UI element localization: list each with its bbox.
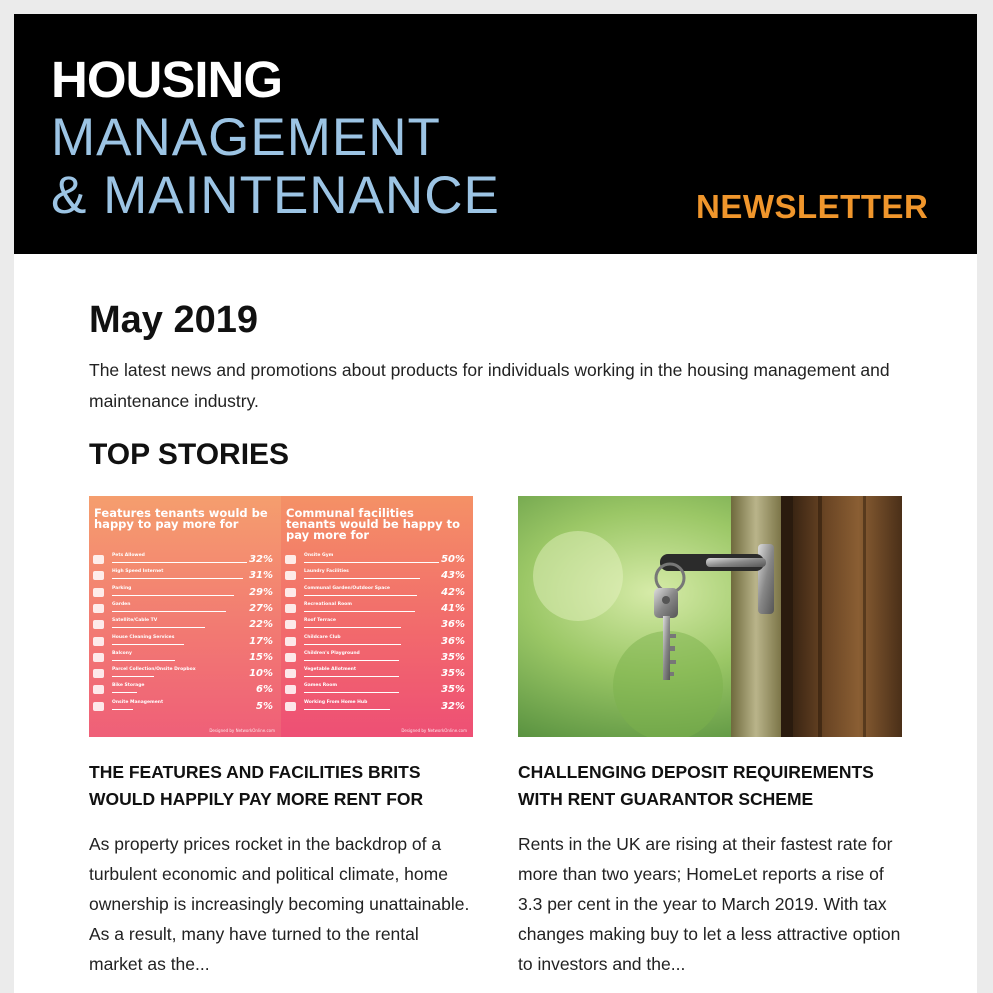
infographic-row-bar (112, 562, 247, 563)
infographic-row-bar (304, 611, 415, 612)
infographic-row-bar (304, 578, 420, 579)
key-in-door-illustration (518, 496, 902, 737)
infographic-row-label: Bike Storage (112, 683, 145, 689)
infographic-row-percent: 35% (441, 684, 465, 696)
issue-intro: The latest news and promotions about products for individuals working in the housing management and maintenance industry. (89, 360, 890, 411)
infographic-row-bar (304, 562, 439, 563)
infographic-features-panel (89, 496, 281, 737)
infographic-row-percent: 32% (249, 554, 273, 565)
infographic-row-label: Parking (112, 585, 132, 591)
infographic-row-label: Communal Garden/Outdoor Space (304, 585, 390, 591)
infographic-row-icon (93, 604, 104, 613)
infographic-row (93, 585, 276, 601)
infographic-row-icon (93, 555, 104, 564)
masthead-title-maintenance: & MAINTENANCE (51, 166, 500, 225)
infographic-row-bar (112, 644, 184, 645)
infographic-row-label: Onsite Gym (304, 553, 334, 558)
infographic-row-bar (304, 709, 390, 710)
infographic-row (93, 568, 276, 584)
infographic-row-bar (112, 578, 243, 579)
infographic-row-label: Working From Home Hub (304, 699, 368, 705)
infographic-communal-panel (281, 496, 473, 737)
infographic-row-icon (93, 620, 104, 629)
infographic-row (93, 617, 276, 633)
infographic-row-label: House Cleaning Services (112, 634, 175, 640)
masthead-title-housing: HOUSING (51, 51, 283, 108)
infographic-row-label: Recreational Room (304, 601, 352, 607)
infographic-row-icon (285, 604, 296, 613)
infographic-row (93, 666, 276, 682)
infographic-row (285, 666, 468, 682)
infographic-features-title: Features tenants would be happy to pay more for (94, 506, 268, 531)
infographic-row (285, 682, 468, 698)
infographic-row-label: Children's Playground (304, 650, 360, 656)
infographic-row-bar (112, 692, 137, 693)
infographic-row-bar (304, 595, 417, 596)
infographic-row-bar (112, 676, 154, 677)
masthead-banner (14, 14, 977, 254)
infographic-row-icon (93, 588, 104, 597)
infographic-row-icon (285, 685, 296, 694)
infographic-row-percent: 10% (249, 668, 273, 680)
infographic-row-icon (93, 653, 104, 662)
infographic-row-bar (304, 692, 399, 693)
infographic-row (285, 585, 468, 601)
infographic-row-icon (285, 555, 296, 564)
infographic-row (285, 634, 468, 650)
infographic-row-label: Garden (112, 601, 131, 607)
infographic-row-bar (112, 660, 175, 661)
infographic-row-bar (304, 627, 401, 628)
issue-date-heading: May 2019 (89, 299, 259, 341)
masthead-title-management: MANAGEMENT (51, 108, 441, 167)
infographic-row-icon (93, 637, 104, 646)
infographic-row-percent: 50% (441, 554, 465, 565)
infographic-row-icon (285, 702, 296, 711)
infographic-row-icon (285, 669, 296, 678)
infographic-row-bar (304, 644, 401, 645)
infographic-row-label: Balcony (112, 650, 132, 656)
infographic-row (93, 634, 276, 650)
infographic-row-label: Pets Allowed (112, 553, 145, 558)
infographic-row (285, 617, 468, 633)
infographic-credit: Designed by NetworkOnline.com (209, 728, 275, 733)
infographic-row-label: Satellite/Cable TV (112, 618, 158, 624)
infographic-row-percent: 22% (249, 619, 273, 631)
infographic-row-percent: 27% (249, 602, 273, 614)
infographic-row-icon (285, 571, 296, 580)
infographic-row-icon (93, 702, 104, 711)
story-2-headline[interactable]: CHALLENGING DEPOSIT REQUIREMENTS WITH RENT GUARANTOR SCHEME (518, 762, 874, 809)
infographic-row (285, 650, 468, 666)
infographic-row-percent: 36% (441, 635, 465, 647)
newsletter-tag: NEWSLETTER (696, 188, 929, 225)
infographic-row (93, 601, 276, 617)
story-2-key-photo[interactable] (518, 496, 902, 737)
infographic-row-percent: 35% (441, 651, 465, 663)
infographic-communal-title: Communal facilities tenants would be happy to pay more for (286, 506, 461, 542)
infographic-row-percent: 6% (256, 684, 273, 696)
infographic-row (285, 552, 468, 568)
infographic-row-percent: 36% (441, 619, 465, 631)
newsletter-page (14, 14, 977, 993)
top-stories-heading: TOP STORIES (89, 438, 290, 471)
infographic-row (285, 601, 468, 617)
infographic-row (285, 699, 468, 715)
infographic-row (285, 568, 468, 584)
infographic-row-icon (285, 588, 296, 597)
infographic-row-icon (93, 685, 104, 694)
infographic-row-label: Games Room (304, 683, 338, 689)
infographic-row-percent: 31% (249, 570, 273, 582)
infographic-row-percent: 17% (249, 635, 273, 647)
infographic-row-percent: 42% (441, 586, 465, 598)
infographic-row-label: Roof Terrace (304, 618, 336, 624)
infographic-row-icon (285, 620, 296, 629)
infographic-row-percent: 29% (249, 586, 273, 598)
story-1-infographic-image[interactable] (89, 496, 473, 737)
infographic-row-percent: 5% (256, 700, 273, 712)
infographic-row-percent: 35% (441, 668, 465, 680)
infographic-row (93, 650, 276, 666)
story-1-excerpt: As property prices rocket in the backdrop of a turbulent economic and political climate, home ownership is increasingly becoming unattainable. As a result, many have turned to the rental market as the... (89, 834, 470, 974)
infographic-row-icon (285, 653, 296, 662)
infographic-row-label: Laundry Facilities (304, 569, 349, 575)
infographic-row-label: Childcare Club (304, 634, 341, 640)
infographic-row-percent: 41% (441, 602, 465, 614)
infographic-row-label: Parcel Collection/Onsite Dropbox (112, 667, 196, 673)
infographic-row (93, 682, 276, 698)
infographic-row-bar (112, 709, 133, 710)
infographic-credit: Designed by NetworkOnline.com (401, 728, 467, 733)
infographic-row-icon (285, 637, 296, 646)
infographic-row (93, 699, 276, 715)
infographic-row-label: Onsite Management (112, 699, 164, 705)
infographic-row-percent: 32% (441, 700, 465, 712)
infographic-row-bar (304, 676, 399, 677)
infographic-row-label: Vegetable Allotment (304, 667, 357, 673)
story-2-excerpt: Rents in the UK are rising at their fastest rate for more than two years; HomeLet reports a rise of 3.3 per cent in the year to March 2019. With tax changes making buy to let a less attractive option to investors and the... (518, 834, 901, 974)
infographic-row-bar (304, 660, 399, 661)
infographic-row (93, 552, 276, 568)
story-1-headline[interactable]: THE FEATURES AND FACILITIES BRITS WOULD HAPPILY PAY MORE RENT FOR (89, 762, 424, 809)
infographic-row-bar (112, 595, 234, 596)
infographic-row-icon (93, 669, 104, 678)
infographic-row-bar (112, 627, 205, 628)
infographic-row-label: High Speed Internet (112, 569, 164, 575)
infographic-row-icon (93, 571, 104, 580)
infographic-row-percent: 15% (249, 651, 273, 663)
infographic-row-percent: 43% (441, 570, 465, 582)
infographic-row-bar (112, 611, 226, 612)
